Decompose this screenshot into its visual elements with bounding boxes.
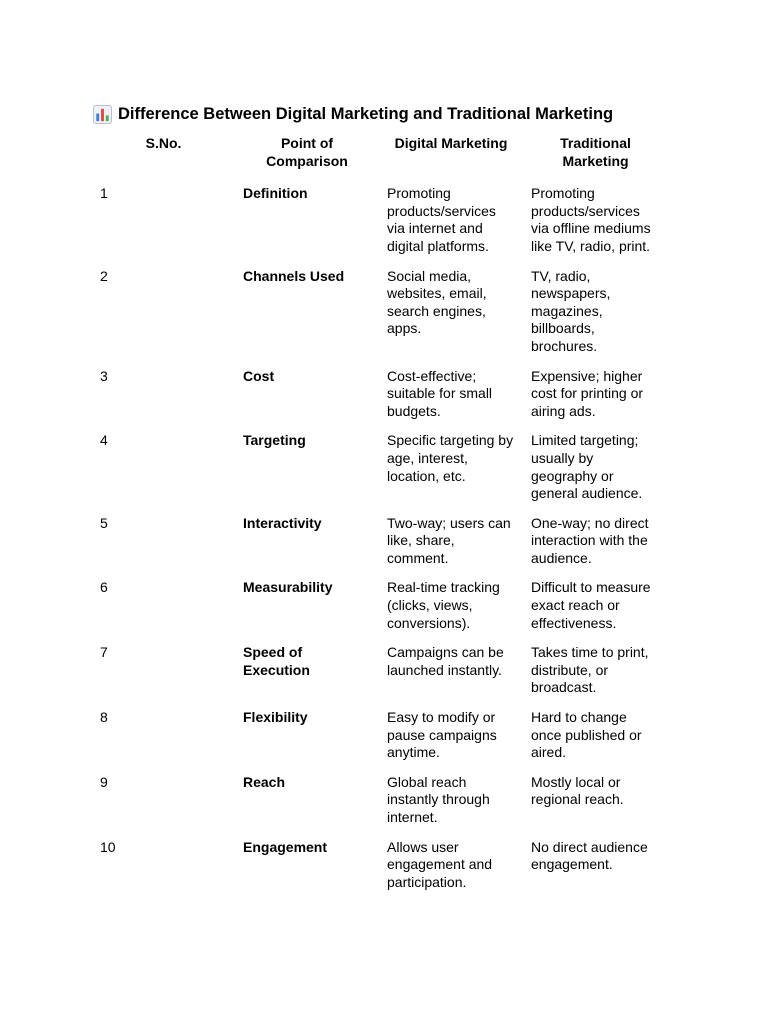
cell-sno: 7 xyxy=(100,644,108,661)
cell-point: Reach xyxy=(243,773,286,790)
cell-point: Cost xyxy=(243,367,275,384)
cell-digital: Social media, websites, email, search engines, apps. xyxy=(387,267,487,337)
cell-traditional: Promoting products/services via offline mediums like TV, radio, print. xyxy=(531,185,651,254)
cell-point: Flexibility xyxy=(243,709,308,726)
header-point-of-comparison: Point of Comparison xyxy=(266,135,348,169)
cell-sno: 4 xyxy=(100,432,108,449)
table-row xyxy=(92,430,668,512)
cell-point: Channels Used xyxy=(243,267,345,284)
cell-sno: 2 xyxy=(100,267,108,284)
bar-chart-icon xyxy=(93,105,112,124)
cell-digital: Promoting products/services via internet and digital platforms. xyxy=(387,185,496,254)
cell-traditional: Difficult to measure exact reach or effectiveness. xyxy=(531,579,651,631)
cell-digital: Global reach instantly through internet. xyxy=(387,773,490,825)
cell-traditional: TV, radio, newspapers, magazines, billboards, brochures. xyxy=(531,267,611,354)
cell-digital: Specific targeting by age, interest, location, etc. xyxy=(387,432,514,484)
table-row xyxy=(92,266,668,366)
header-digital-marketing: Digital Marketing xyxy=(394,135,508,151)
page-title xyxy=(93,103,613,125)
cell-sno: 3 xyxy=(100,367,108,384)
table-header-row xyxy=(92,133,668,183)
cell-point: Measurability xyxy=(243,579,333,596)
cell-digital: Campaigns can be launched instantly. xyxy=(387,644,504,678)
cell-point: Engagement xyxy=(243,838,328,855)
cell-traditional: Mostly local or regional reach. xyxy=(531,773,624,808)
cell-digital: Easy to modify or pause campaigns anytime. xyxy=(387,709,497,761)
cell-digital: Two-way; users can like, share, comment. xyxy=(387,514,511,566)
cell-traditional: One-way; no direct interaction with the audience. xyxy=(531,514,649,566)
cell-traditional: Limited targeting; usually by geography or general audience. xyxy=(531,432,643,502)
cell-sno: 9 xyxy=(100,773,108,790)
cell-traditional: Hard to change once published or aired. xyxy=(531,709,642,761)
page-title-text: Difference Between Digital Marketing and Traditional Marketing xyxy=(118,104,614,123)
table-row xyxy=(92,366,668,431)
cell-traditional: Takes time to print, distribute, or broadcast. xyxy=(531,644,649,696)
table-row xyxy=(92,513,668,578)
cell-sno: 6 xyxy=(100,579,108,596)
comparison-table xyxy=(92,133,668,901)
cell-digital: Allows user engagement and participation. xyxy=(387,838,493,890)
cell-point: Speed of Execution xyxy=(243,644,310,678)
header-sno: S.No. xyxy=(145,135,182,151)
header-traditional-marketing: Traditional Marketing xyxy=(560,135,631,169)
cell-point: Definition xyxy=(243,185,308,202)
cell-digital: Cost-effective; suitable for small budgets. xyxy=(387,367,493,419)
table-row xyxy=(92,707,668,772)
table-row xyxy=(92,837,668,902)
cell-sno: 1 xyxy=(100,185,108,202)
cell-traditional: No direct audience engagement. xyxy=(531,838,648,873)
cell-sno: 10 xyxy=(100,838,116,855)
cell-point: Interactivity xyxy=(243,514,322,531)
cell-sno: 8 xyxy=(100,709,108,726)
table-row xyxy=(92,577,668,642)
cell-sno: 5 xyxy=(100,514,108,531)
table-body xyxy=(92,183,668,901)
table-row xyxy=(92,183,668,265)
cell-digital: Real-time tracking (clicks, views, conversions). xyxy=(387,579,500,631)
table-row xyxy=(92,642,668,707)
cell-point: Targeting xyxy=(243,432,306,449)
cell-traditional: Expensive; higher cost for printing or airing ads. xyxy=(531,367,644,419)
table-row xyxy=(92,772,668,837)
